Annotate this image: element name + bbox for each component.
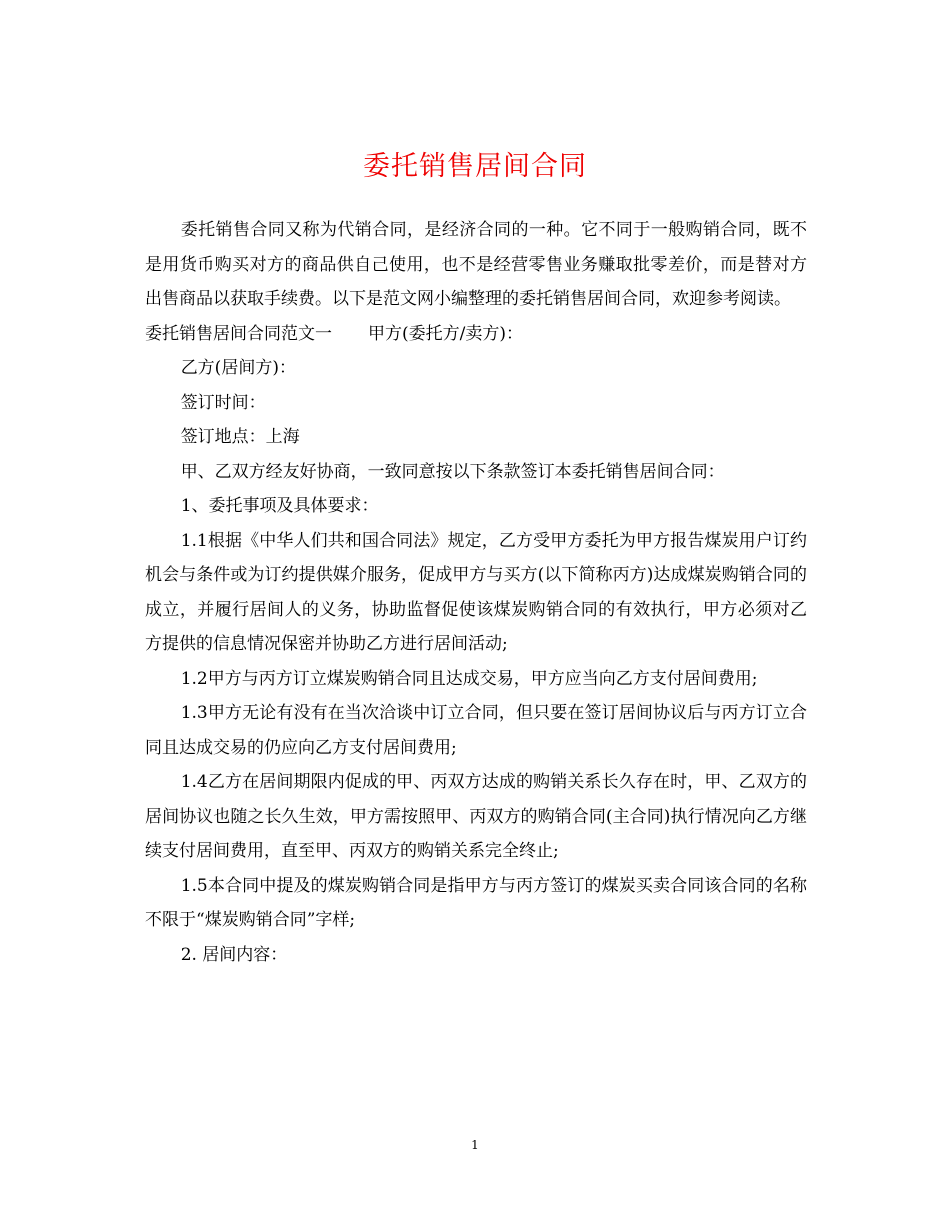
- sign-time-line: 签订时间：: [180, 392, 266, 413]
- sign-place-line: 签订地点：上海: [180, 427, 300, 447]
- clause-1-5: 1.5本合同中提及的煤炭购销合同是指甲方与丙方签订的煤炭买卖合同该合同的名称不限于“煤炭购销合同”字样;: [145, 875, 807, 930]
- sample-heading: 委托销售居间合同范文一: [145, 323, 332, 344]
- intro-paragraph: 委托销售合同又称为代销合同，是经济合同的一种。它不同于一般购销合同，既不是用货币购买对方的商品供自己使用，也不是经营零售业务赚取批零差价，而是替对方出售商品以获取手续费。以下是范文网小编整理的委托销售居间合同，欢迎参考阅读。: [145, 220, 807, 309]
- clause-1-2: 1.2甲方与丙方订立煤炭购销合同且达成交易，甲方应当向乙方支付居间费用;: [180, 668, 758, 689]
- sample-heading-line: [145, 317, 807, 352]
- clause-1-4: 1.4乙方在居间期限内促成的甲、丙双方达成的购销关系长久存在时，甲、乙双方的居间协议也随之长久生效，甲方需按照甲、丙双方的购销合同(主合同)执行情况向乙方继续支付居间费用，直至甲、丙双方的购销关系完全终止;: [145, 772, 807, 861]
- document-body: [145, 213, 807, 972]
- section-2-heading: 2. 居间内容：: [180, 944, 288, 965]
- clause-1-1: 1.1根据《中华人们共和国合同法》规定，乙方受甲方委托为甲方报告煤炭用户订约机会与条件或为订约提供媒介服务，促成甲方与买方(以下简称丙方)达成煤炭购销合同的成立，并履行居间人的义务，协助监督促使该煤炭购销合同的有效执行，甲方必须对乙方提供的信息情况保密并协助乙方进行居间活动;: [145, 530, 807, 654]
- party-b-line: 乙方(居间方)：: [180, 358, 296, 378]
- page-number: 1: [471, 1138, 479, 1152]
- section-1-heading: 1、委托事项及具体要求：: [180, 496, 379, 516]
- clause-1-3: 1.3甲方无论有没有在当次洽谈中订立合同，但只要在签订居间协议后与丙方订立合同且达成交易的仍应向乙方支付居间费用;: [145, 703, 807, 758]
- document-title: 委托销售居间合同: [363, 151, 587, 182]
- agreement-line: 甲、乙双方经友好协商，一致同意按以下条款签订本委托销售居间合同：: [180, 461, 725, 482]
- party-a-line: 甲方(委托方/卖方)：: [368, 323, 523, 344]
